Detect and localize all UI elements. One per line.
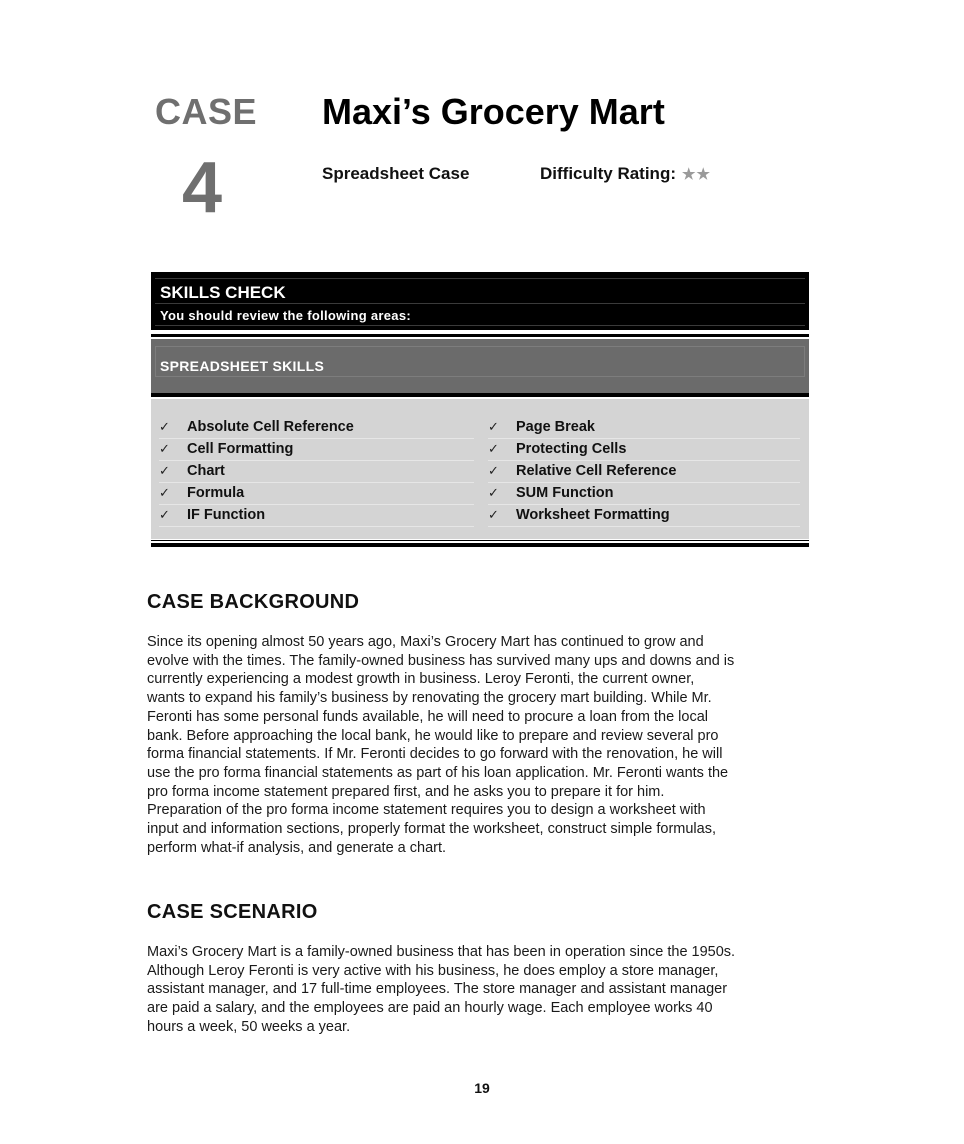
divider xyxy=(155,325,805,326)
text-line: hours a week, 50 weeks a year. xyxy=(147,1018,351,1035)
case-type: Spreadsheet Case xyxy=(322,164,470,183)
text-line: Preparation of the pro forma income statement requires you to design a worksheet with xyxy=(147,802,706,819)
skill-label: IF Function xyxy=(187,507,266,523)
text-line: currently experiencing a modest growth in business. Leroy Feronti, the current owner, xyxy=(147,671,695,688)
page-number: 19 xyxy=(474,1080,490,1096)
divider xyxy=(151,543,809,547)
skill-item xyxy=(488,483,800,505)
case-scenario-text xyxy=(147,943,819,1037)
skill-item xyxy=(488,461,800,483)
skill-label: Absolute Cell Reference xyxy=(187,419,354,435)
check-icon: ✓ xyxy=(159,508,170,523)
skills-list-right xyxy=(488,417,800,527)
skill-item xyxy=(488,417,800,439)
skill-label: Chart xyxy=(187,463,225,479)
text-line: Since its opening almost 50 years ago, Maxi’s Grocery Mart has continued to grow and xyxy=(147,634,704,650)
skills-check-title: SKILLS CHECK xyxy=(160,283,286,302)
case-number: 4 xyxy=(182,148,223,228)
skill-item xyxy=(159,483,474,505)
difficulty-label: Difficulty Rating: xyxy=(540,164,676,183)
difficulty-stars-icon: ★★ xyxy=(682,166,711,183)
case-background-text xyxy=(147,633,819,857)
text-line: Feronti has some personal funds available, he will need to procure a loan from the local xyxy=(147,708,708,725)
check-icon: ✓ xyxy=(488,486,499,501)
skill-label: Worksheet Formatting xyxy=(516,507,670,523)
text-line: Maxi’s Grocery Mart is a family-owned business that has been in operation since the 1950s. xyxy=(147,944,736,960)
skills-category-band xyxy=(151,339,809,393)
skills-category-label: SPREADSHEET SKILLS xyxy=(160,358,325,374)
check-icon: ✓ xyxy=(488,464,499,479)
check-icon: ✓ xyxy=(488,420,499,435)
skills-check-header xyxy=(151,272,809,330)
skill-item xyxy=(488,439,800,461)
skill-label: Formula xyxy=(187,485,245,501)
skill-label: Relative Cell Reference xyxy=(516,463,677,479)
text-line: pro forma income statement prepared first, and he asks you to prepare it for him. xyxy=(147,783,665,800)
check-icon: ✓ xyxy=(488,442,499,457)
case-label: CASE xyxy=(155,91,258,132)
check-icon: ✓ xyxy=(488,508,499,523)
text-line: perform what-if analysis, and generate a chart. xyxy=(147,839,447,856)
difficulty-rating xyxy=(540,163,711,186)
case-scenario-heading: CASE SCENARIO xyxy=(147,901,318,923)
skill-label: SUM Function xyxy=(516,485,614,501)
text-line: input and information sections, properly format the worksheet, construct simple formulas, xyxy=(147,821,716,838)
skills-list-left xyxy=(159,417,474,527)
skill-label: Cell Formatting xyxy=(187,441,294,457)
text-line: evolve with the times. The family-owned business has survived many ups and downs and is xyxy=(147,652,735,669)
text-line: use the pro forma financial statements as part of his loan application. Mr. Feronti wants the xyxy=(147,764,729,781)
page-title: Maxi’s Grocery Mart xyxy=(322,91,665,132)
skill-item xyxy=(159,439,474,461)
skills-check-subtitle: You should review the following areas: xyxy=(160,308,411,323)
skills-list xyxy=(151,399,809,539)
text-line: Although Leroy Feronti is very active with his business, he does employ a store manager, xyxy=(147,962,719,979)
skills-check-box xyxy=(151,272,809,548)
skill-label: Page Break xyxy=(516,419,595,435)
text-line: forma financial statements. If Mr. Feronti decides to go forward with the renovation, he will xyxy=(147,746,723,763)
divider xyxy=(155,278,805,279)
divider xyxy=(151,540,809,541)
text-line: bank. Before approaching the local bank, he would like to prepare and review several pro xyxy=(147,727,719,744)
check-icon: ✓ xyxy=(159,486,170,501)
skill-item xyxy=(159,461,474,483)
divider xyxy=(155,303,805,304)
text-line: assistant manager, and 17 full-time employees. The store manager and assistant manager xyxy=(147,981,728,998)
text-line: are paid a salary, and the employees are paid an hourly wage. Each employee works 40 xyxy=(147,1000,713,1017)
case-background-heading: CASE BACKGROUND xyxy=(147,591,360,613)
check-icon: ✓ xyxy=(159,464,170,479)
skill-item xyxy=(159,505,474,527)
skill-label: Protecting Cells xyxy=(516,441,627,457)
divider xyxy=(151,393,809,397)
skill-item xyxy=(488,505,800,527)
check-icon: ✓ xyxy=(159,420,170,435)
divider xyxy=(151,334,809,337)
text-line: wants to expand his family’s business by renovating the grocery mart building. While Mr. xyxy=(147,690,712,707)
check-icon: ✓ xyxy=(159,442,170,457)
skill-item xyxy=(159,417,474,439)
